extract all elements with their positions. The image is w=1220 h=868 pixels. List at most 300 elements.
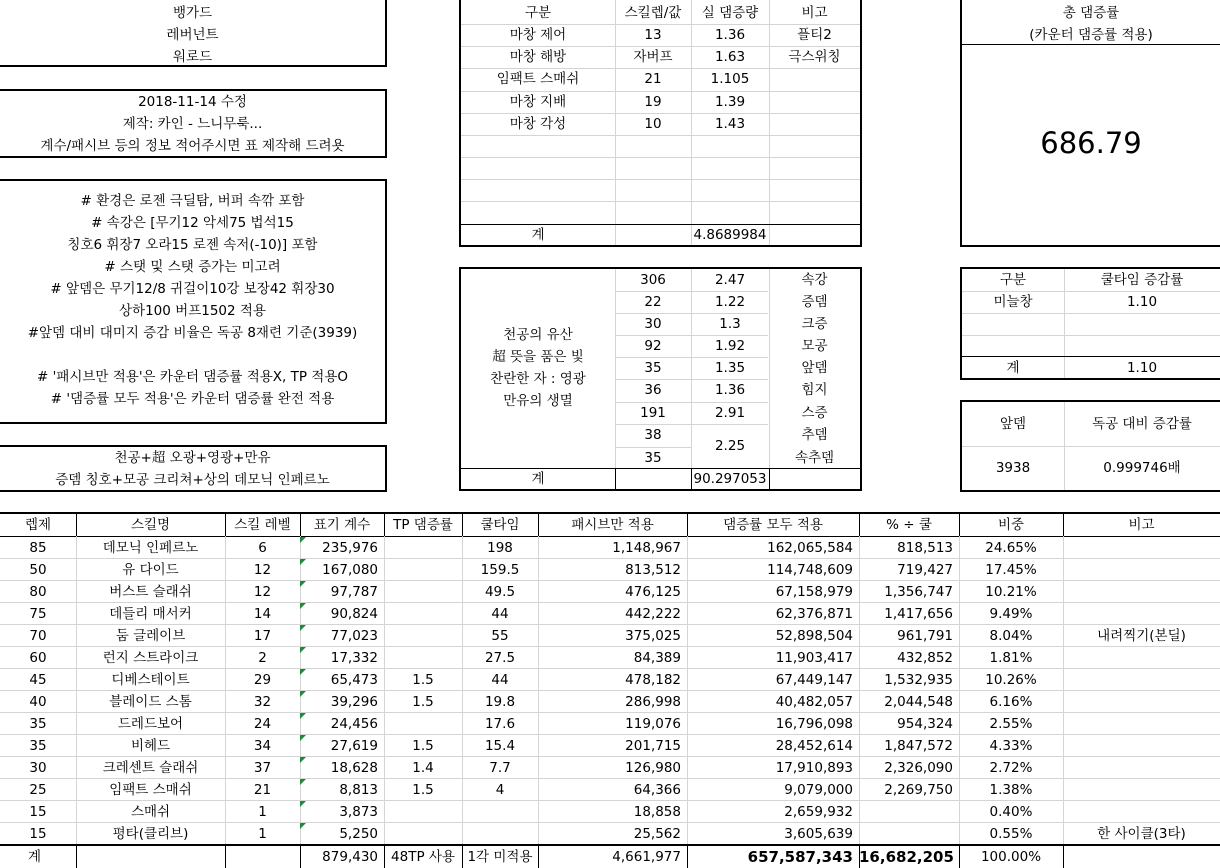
damage-per-cooltime: 719,427 bbox=[897, 562, 953, 578]
share: 8.04% bbox=[989, 628, 1033, 644]
skill-name: 데모닉 인페르노 bbox=[102, 540, 199, 556]
set-value: 191 bbox=[640, 405, 666, 421]
set-damage: 1.3 bbox=[719, 316, 741, 332]
share: 17.45% bbox=[985, 562, 1037, 578]
total-damage: 162,065,584 bbox=[767, 540, 853, 556]
cooltime: 19.8 bbox=[484, 694, 516, 710]
formula-marker-icon bbox=[300, 713, 306, 719]
passive-damage: 119,076 bbox=[625, 716, 681, 732]
passive-header: 구분 스킬렙/값 실 댐증량 비고 bbox=[524, 5, 828, 21]
table-row bbox=[0, 801, 1220, 823]
total-damage: 52,898,504 bbox=[775, 628, 853, 644]
total-level-req: 계 bbox=[28, 849, 42, 865]
remark bbox=[1063, 735, 1220, 757]
cooltime: 27.5 bbox=[484, 650, 516, 666]
set-row bbox=[615, 291, 860, 313]
compare-header-front: 앞뎀 bbox=[999, 416, 1027, 432]
tp-rate bbox=[384, 537, 462, 559]
compare-value-front: 3938 bbox=[995, 460, 1031, 476]
damage-per-cooltime: 961,791 bbox=[897, 628, 953, 644]
skill-level: 24 bbox=[253, 716, 272, 732]
request-note: 계수/패시브 등의 정보 적어주시면 표 제작해 드려욧 bbox=[40, 138, 345, 154]
skill-name: 평타(클리브) bbox=[112, 826, 189, 842]
set-damage: 1.35 bbox=[714, 360, 746, 376]
formula-marker-icon bbox=[300, 801, 306, 807]
passive-cell: 1.63 bbox=[714, 49, 746, 65]
total-damage: 67,449,147 bbox=[775, 672, 853, 688]
info-box bbox=[0, 89, 387, 158]
level-req: 70 bbox=[29, 628, 47, 644]
total-damage: 11,903,417 bbox=[775, 650, 853, 666]
set-damage: 1.36 bbox=[714, 382, 746, 398]
share: 2.72% bbox=[989, 760, 1033, 776]
passive-row bbox=[461, 91, 860, 113]
total-skill-name bbox=[76, 846, 225, 868]
level-req: 25 bbox=[29, 782, 47, 798]
level-req: 15 bbox=[29, 804, 47, 820]
passive-total: 계 4.8689984 bbox=[531, 227, 767, 243]
passive-cell: 1.39 bbox=[714, 94, 746, 110]
remark bbox=[1063, 713, 1220, 735]
set-stat: 스증 bbox=[801, 405, 828, 421]
skill-level: 2 bbox=[258, 650, 267, 666]
total-tp-rate: 48TP 사용 bbox=[391, 849, 455, 865]
total-share: 100.00% bbox=[980, 849, 1042, 865]
column-header: 스킬 레벨 bbox=[234, 517, 291, 533]
total-damage-title: 총 댐증률 bbox=[1062, 5, 1120, 21]
edit-date: 2018-11-14 수정 bbox=[138, 94, 247, 110]
passive-cell: 10 bbox=[644, 116, 662, 132]
set-stat: 증뎀 bbox=[801, 294, 828, 310]
coefficient: 235,976 bbox=[322, 540, 378, 556]
skill-level: 34 bbox=[253, 738, 272, 754]
note-line: # 스탯 및 스탯 증가는 미고려 bbox=[104, 259, 281, 275]
column-header: 렙제 bbox=[24, 517, 52, 533]
passive-cell bbox=[769, 68, 860, 90]
skill-level: 32 bbox=[253, 694, 272, 710]
total-damage: 3,605,639 bbox=[784, 826, 853, 842]
share: 9.49% bbox=[989, 606, 1033, 622]
set-stat: 속강 bbox=[801, 272, 828, 288]
formula-marker-icon bbox=[300, 537, 306, 543]
level-req: 30 bbox=[29, 760, 47, 776]
cooltime-row: 미늘창 1.10 bbox=[993, 294, 1158, 310]
table-row bbox=[0, 581, 1220, 603]
set-total: 계 90.297053 bbox=[531, 471, 767, 487]
passive-damage: 478,182 bbox=[625, 672, 681, 688]
set-name: 천공의 유산 超 뜻을 품은 빛 찬란한 자 : 영광 만유의 생멸 bbox=[490, 327, 586, 409]
cooltime bbox=[462, 823, 538, 845]
total-skill-level bbox=[225, 846, 300, 868]
formula-marker-icon bbox=[300, 625, 306, 631]
skill-level: 14 bbox=[253, 606, 272, 622]
total-total-damage: 657,587,343 bbox=[747, 848, 853, 866]
set-value: 22 bbox=[644, 294, 662, 310]
set-stat: 힘지 bbox=[801, 382, 828, 398]
total-damage: 9,079,000 bbox=[784, 782, 853, 798]
skill-level: 1 bbox=[258, 804, 267, 820]
coefficient: 65,473 bbox=[330, 672, 378, 688]
level-req: 60 bbox=[29, 650, 47, 666]
formula-marker-icon bbox=[300, 559, 306, 565]
total-remark bbox=[1063, 846, 1220, 868]
cooltime: 7.7 bbox=[489, 760, 511, 776]
total-coefficient: 879,430 bbox=[322, 849, 378, 865]
total-damage: 2,659,932 bbox=[784, 804, 853, 820]
note-line: # 앞뎀은 무기12/8 귀걸이10강 보장42 휘장30 bbox=[50, 281, 335, 297]
table-row bbox=[0, 647, 1220, 669]
set-value: 38 bbox=[644, 427, 662, 443]
total-damage-value: 686.79 bbox=[1040, 126, 1142, 160]
notes-box bbox=[0, 179, 387, 424]
skill-level: 6 bbox=[258, 540, 267, 556]
tp-rate bbox=[384, 647, 462, 669]
damage-per-cooltime: 1,847,572 bbox=[884, 738, 953, 754]
passive-row bbox=[461, 113, 860, 135]
skill-level: 21 bbox=[253, 782, 272, 798]
set-damage: 1.92 bbox=[714, 338, 746, 354]
formula-marker-icon bbox=[300, 779, 306, 785]
skill-table bbox=[0, 512, 1220, 868]
passive-damage: 84,389 bbox=[633, 650, 681, 666]
passive-damage: 18,858 bbox=[633, 804, 681, 820]
passive-cell bbox=[769, 113, 860, 135]
set-stat: 앞뎀 bbox=[801, 360, 828, 376]
skill-level: 1 bbox=[258, 826, 267, 842]
skill-name: 비헤드 bbox=[130, 738, 171, 754]
column-header: 패시브만 적용 bbox=[571, 517, 654, 533]
damage-per-cooltime: 2,326,090 bbox=[884, 760, 953, 776]
level-req: 75 bbox=[29, 606, 47, 622]
passive-cell: 1.43 bbox=[714, 116, 746, 132]
passive-damage: 25,562 bbox=[633, 826, 681, 842]
remark bbox=[1063, 603, 1220, 625]
remark bbox=[1063, 669, 1220, 691]
skill-name: 디베스테이트 bbox=[111, 672, 190, 688]
tp-rate bbox=[384, 713, 462, 735]
level-req: 35 bbox=[29, 716, 47, 732]
total-damage: 62,376,871 bbox=[775, 606, 853, 622]
skill-name: 임팩트 스매쉬 bbox=[109, 782, 192, 798]
setup-line: 증뎀 칭호+모공 크리쳐+상의 데모닉 인페르노 bbox=[55, 472, 330, 488]
table-row bbox=[0, 625, 1220, 647]
table-row bbox=[0, 757, 1220, 779]
remark bbox=[1063, 691, 1220, 713]
skill-level: 12 bbox=[253, 584, 272, 600]
table-row bbox=[0, 537, 1220, 559]
formula-marker-icon bbox=[300, 581, 306, 587]
tp-rate: 1.4 bbox=[412, 760, 434, 776]
damage-per-cooltime: 1,532,935 bbox=[884, 672, 953, 688]
note-line: # '댐증률 모두 적용'은 카운터 댐증률 완전 적용 bbox=[50, 391, 335, 407]
set-table bbox=[459, 267, 862, 491]
cooltime bbox=[462, 801, 538, 823]
skill-table-header bbox=[0, 514, 1220, 536]
cooltime: 15.4 bbox=[484, 738, 516, 754]
skill-name: 블레이드 스톰 bbox=[109, 694, 192, 710]
share: 0.55% bbox=[989, 826, 1033, 842]
coefficient: 90,824 bbox=[330, 606, 378, 622]
passive-table bbox=[459, 0, 862, 247]
coefficient: 17,332 bbox=[330, 650, 378, 666]
remark bbox=[1063, 537, 1220, 559]
set-value: 30 bbox=[644, 316, 662, 332]
damage-per-cooltime: 954,324 bbox=[897, 716, 953, 732]
passive-row bbox=[461, 68, 860, 90]
cooltime: 49.5 bbox=[484, 584, 516, 600]
tp-rate bbox=[384, 603, 462, 625]
passive-row bbox=[461, 46, 860, 68]
passive-cell: 마창 해방 bbox=[509, 49, 567, 65]
passive-damage: 64,366 bbox=[633, 782, 681, 798]
passive-damage: 375,025 bbox=[625, 628, 681, 644]
passive-row bbox=[461, 24, 860, 46]
passive-damage: 286,998 bbox=[625, 694, 681, 710]
coefficient: 5,250 bbox=[339, 826, 378, 842]
passive-cell: 마창 제어 bbox=[509, 27, 567, 43]
skill-name: 유 다이드 bbox=[122, 562, 179, 578]
table-row bbox=[0, 735, 1220, 757]
passive-cell: 마창 각성 bbox=[509, 116, 567, 132]
remark bbox=[1063, 581, 1220, 603]
table-row bbox=[0, 713, 1220, 735]
tp-rate: 1.5 bbox=[412, 738, 434, 754]
note-line: 칭호6 휘장7 오라15 로젠 속저(-10)] 포함 bbox=[67, 237, 318, 253]
passive-damage: 476,125 bbox=[625, 584, 681, 600]
cooltime: 44 bbox=[491, 606, 509, 622]
damage-per-cooltime: 432,852 bbox=[897, 650, 953, 666]
formula-marker-icon bbox=[300, 735, 306, 741]
column-header: 댐증률 모두 적용 bbox=[723, 517, 823, 533]
tp-rate bbox=[384, 823, 462, 845]
skill-level: 29 bbox=[253, 672, 272, 688]
damage-per-cooltime: 2,269,750 bbox=[884, 782, 953, 798]
coefficient: 8,813 bbox=[339, 782, 378, 798]
passive-cell bbox=[769, 91, 860, 113]
damage-per-cooltime: 1,356,747 bbox=[884, 584, 953, 600]
cooltime: 198 bbox=[487, 540, 513, 556]
set-row bbox=[615, 379, 860, 401]
set-merged-value: 2.25 bbox=[714, 438, 746, 454]
damage-per-cooltime: 1,417,656 bbox=[884, 606, 953, 622]
note-line: # 속강은 [무기12 악세75 법석15 bbox=[91, 215, 294, 231]
passive-damage: 813,512 bbox=[625, 562, 681, 578]
cooltime: 17.6 bbox=[484, 716, 516, 732]
level-req: 50 bbox=[29, 562, 47, 578]
set-row bbox=[615, 269, 860, 291]
skill-name: 둠 글레이브 bbox=[115, 628, 186, 644]
set-damage: 2.47 bbox=[714, 272, 746, 288]
note-line: 상하100 버프1502 적용 bbox=[119, 303, 266, 319]
total-damage-subtitle: (카운터 댐증률 적용) bbox=[1029, 27, 1153, 43]
setup-line: 천공+超 오광+영광+만유 bbox=[114, 450, 271, 466]
column-header: % ÷ 쿨 bbox=[886, 517, 932, 533]
cooltime-table bbox=[960, 267, 1220, 380]
skill-name: 버스트 슬래쉬 bbox=[109, 584, 192, 600]
note-line: #앞뎀 대비 대미지 증감 비율은 독공 8재련 기준(3939) bbox=[27, 325, 358, 341]
passive-cell: 극스위칭 bbox=[788, 49, 841, 65]
total-damage: 16,796,098 bbox=[775, 716, 853, 732]
set-stat: 추뎀 bbox=[801, 427, 828, 443]
level-req: 35 bbox=[29, 738, 47, 754]
total-cooltime: 1각 미적용 bbox=[467, 849, 533, 865]
share: 1.81% bbox=[989, 650, 1033, 666]
skill-level: 37 bbox=[253, 760, 272, 776]
total-damage-per-cooltime: 16,682,205 bbox=[859, 848, 954, 866]
set-damage: 2.91 bbox=[714, 405, 746, 421]
set-stat: 속추뎀 bbox=[794, 450, 835, 466]
share: 6.16% bbox=[989, 694, 1033, 710]
set-value: 92 bbox=[644, 338, 662, 354]
set-value: 36 bbox=[644, 382, 662, 398]
passive-damage: 1,148,967 bbox=[612, 540, 681, 556]
class-name: 워로드 bbox=[172, 49, 213, 65]
set-value: 35 bbox=[644, 360, 662, 376]
table-row bbox=[0, 603, 1220, 625]
formula-marker-icon bbox=[300, 669, 306, 675]
column-header: 스킬명 bbox=[130, 517, 171, 533]
set-stat: 크증 bbox=[801, 316, 828, 332]
total-damage: 67,158,979 bbox=[775, 584, 853, 600]
class-name: 뱅가드 bbox=[172, 5, 213, 21]
set-row bbox=[615, 402, 860, 424]
table-row bbox=[0, 823, 1220, 845]
remark: 내려찍기(본딜) bbox=[1097, 628, 1186, 644]
damage-per-cooltime: 818,513 bbox=[897, 540, 953, 556]
share: 2.55% bbox=[989, 716, 1033, 732]
column-header: 쿨타임 bbox=[480, 517, 520, 533]
total-damage: 28,452,614 bbox=[775, 738, 853, 754]
coefficient: 24,456 bbox=[330, 716, 378, 732]
total-damage: 17,910,893 bbox=[775, 760, 853, 776]
skill-level: 17 bbox=[253, 628, 272, 644]
setup-box bbox=[0, 445, 387, 492]
set-row bbox=[615, 313, 860, 335]
tp-rate bbox=[384, 559, 462, 581]
formula-marker-icon bbox=[300, 823, 306, 829]
passive-cell: 임팩트 스매쉬 bbox=[496, 71, 580, 87]
note-line: # 환경은 로젠 극딜탐, 버퍼 속깎 포함 bbox=[80, 193, 305, 209]
share: 24.65% bbox=[985, 540, 1037, 556]
share: 4.33% bbox=[989, 738, 1033, 754]
passive-damage: 201,715 bbox=[625, 738, 681, 754]
cooltime-header: 구분 쿨타임 증감률 bbox=[999, 272, 1184, 288]
table-row bbox=[0, 559, 1220, 581]
cooltime: 159.5 bbox=[480, 562, 520, 578]
damage-per-cooltime: 2,044,548 bbox=[884, 694, 953, 710]
level-req: 15 bbox=[29, 826, 47, 842]
coefficient: 3,873 bbox=[339, 804, 378, 820]
coefficient: 27,619 bbox=[330, 738, 378, 754]
skill-name: 스매쉬 bbox=[130, 804, 171, 820]
remark bbox=[1063, 801, 1220, 823]
level-req: 85 bbox=[29, 540, 47, 556]
column-header: 표기 계수 bbox=[313, 517, 371, 533]
coefficient: 18,628 bbox=[330, 760, 378, 776]
damage-per-cooltime bbox=[859, 801, 959, 823]
passive-cell: 자버프 bbox=[633, 49, 673, 65]
set-row bbox=[615, 335, 860, 357]
tp-rate bbox=[384, 625, 462, 647]
author: 제작: 카인 - 느니무룩... bbox=[122, 116, 263, 132]
passive-cell: 21 bbox=[644, 71, 662, 87]
compare-header-ratio: 독공 대비 증감률 bbox=[1092, 416, 1192, 432]
table-row bbox=[0, 669, 1220, 691]
set-stat: 모공 bbox=[801, 338, 828, 354]
level-req: 80 bbox=[29, 584, 47, 600]
total-damage-box bbox=[960, 0, 1220, 247]
formula-marker-icon bbox=[300, 757, 306, 763]
damage-per-cooltime bbox=[859, 823, 959, 845]
cooltime: 4 bbox=[495, 782, 505, 798]
class-box bbox=[0, 0, 387, 67]
share: 0.40% bbox=[989, 804, 1033, 820]
passive-cell: 플티2 bbox=[797, 27, 832, 43]
passive-cell: 1.36 bbox=[714, 27, 746, 43]
cooltime: 55 bbox=[491, 628, 509, 644]
skill-name: 런지 스트라이크 bbox=[102, 650, 199, 666]
tp-rate: 1.5 bbox=[412, 694, 434, 710]
remark bbox=[1063, 647, 1220, 669]
skill-level: 12 bbox=[253, 562, 272, 578]
level-req: 45 bbox=[29, 672, 47, 688]
coefficient: 167,080 bbox=[322, 562, 378, 578]
compare-value-ratio: 0.999746배 bbox=[1103, 460, 1181, 476]
formula-marker-icon bbox=[300, 691, 306, 697]
compare-table bbox=[960, 400, 1220, 492]
passive-cell: 13 bbox=[644, 27, 662, 43]
tp-rate: 1.5 bbox=[412, 672, 434, 688]
passive-cell: 마창 지배 bbox=[509, 94, 567, 110]
share: 1.38% bbox=[989, 782, 1033, 798]
column-header: TP 댐증률 bbox=[393, 517, 453, 533]
tp-rate: 1.5 bbox=[412, 782, 434, 798]
table-row bbox=[0, 779, 1220, 801]
passive-damage: 126,980 bbox=[625, 760, 681, 776]
column-header: 비고 bbox=[1128, 517, 1155, 533]
skill-name: 크레센트 슬래쉬 bbox=[102, 760, 199, 776]
set-damage: 1.22 bbox=[714, 294, 746, 310]
class-name: 레버넌트 bbox=[166, 27, 219, 43]
tp-rate bbox=[384, 581, 462, 603]
coefficient: 97,787 bbox=[330, 584, 378, 600]
set-value: 35 bbox=[644, 450, 662, 466]
column-header: 비중 bbox=[997, 517, 1025, 533]
total-damage: 40,482,057 bbox=[775, 694, 853, 710]
set-row bbox=[615, 357, 860, 379]
remark bbox=[1063, 559, 1220, 581]
coefficient: 39,296 bbox=[330, 694, 378, 710]
cooltime: 44 bbox=[491, 672, 509, 688]
table-row bbox=[0, 691, 1220, 713]
tp-rate bbox=[384, 801, 462, 823]
note-line bbox=[0, 344, 385, 366]
skill-name: 드레드보어 bbox=[117, 716, 184, 732]
passive-cell: 1.105 bbox=[710, 71, 750, 87]
total-passive-damage: 4,661,977 bbox=[612, 849, 681, 865]
table-total-row bbox=[0, 846, 1220, 868]
formula-marker-icon bbox=[300, 603, 306, 609]
note-line: # '패시브만 적용'은 카운터 댐증률 적용X, TP 적용O bbox=[36, 369, 349, 385]
level-req: 40 bbox=[29, 694, 47, 710]
passive-damage: 442,222 bbox=[625, 606, 681, 622]
skill-name: 데들리 매서커 bbox=[109, 606, 192, 622]
remark bbox=[1063, 757, 1220, 779]
passive-cell: 19 bbox=[644, 94, 662, 110]
remark bbox=[1063, 779, 1220, 801]
cooltime-total: 계 1.10 bbox=[1006, 360, 1158, 376]
total-damage: 114,748,609 bbox=[767, 562, 853, 578]
